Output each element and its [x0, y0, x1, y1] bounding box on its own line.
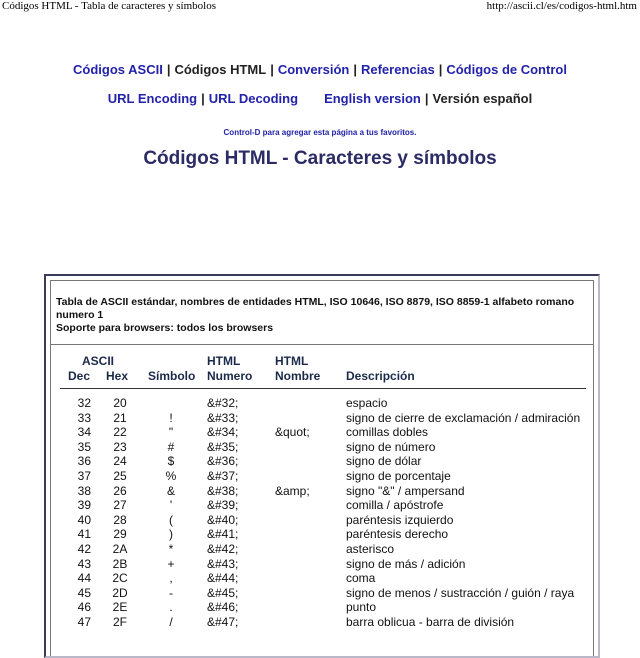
cell-html-number: &#45;	[207, 585, 239, 600]
cell-symbol: ,	[169, 571, 173, 586]
table-row	[46, 513, 598, 528]
cell-hex: 2B	[112, 556, 128, 571]
cell-html-number: &#36;	[207, 454, 239, 469]
cell-hex: 29	[113, 527, 127, 542]
header-dec: Dec	[68, 369, 91, 383]
cell-html-number: &#33;	[207, 410, 239, 425]
table-row	[46, 411, 598, 426]
cell-dec: 41	[77, 527, 91, 542]
table-row	[46, 454, 598, 469]
secondary-nav	[0, 91, 640, 106]
nav-separator: |	[424, 91, 429, 106]
cell-dec: 47	[77, 615, 91, 629]
cell-description: signo de porcentaje	[346, 469, 451, 483]
cell-dec: 33	[77, 410, 91, 425]
cell-hex: 27	[113, 498, 127, 513]
primary-nav	[0, 62, 640, 77]
nav-link-control-codes[interactable]: Códigos de Control	[446, 62, 567, 77]
favorites-note: Control-D para agregar esta página a tus favoritos.	[223, 128, 417, 137]
table-row	[46, 600, 598, 615]
cell-dec: 36	[77, 454, 91, 469]
table-row	[46, 498, 598, 513]
cell-dec: 37	[77, 469, 91, 483]
cell-dec: 42	[77, 542, 91, 556]
cell-html-name: &amp;	[275, 483, 310, 498]
cell-hex: 2E	[112, 600, 128, 615]
cell-hex: 24	[113, 454, 127, 469]
cell-description: asterisco	[346, 542, 395, 556]
nav-separator: |	[270, 62, 274, 77]
cell-description: coma	[346, 571, 376, 586]
cell-symbol: '	[169, 498, 173, 513]
nav-link-conversion[interactable]: Conversión	[277, 62, 350, 77]
nav-item-html-codes-current: Códigos HTML	[174, 62, 267, 77]
cell-symbol: .	[169, 600, 173, 615]
cell-symbol: -	[169, 585, 173, 600]
header-nombre: Nombre	[275, 369, 321, 383]
cell-dec: 43	[77, 556, 91, 571]
cell-html-number: &#40;	[207, 512, 239, 527]
header-numero: Numero	[207, 369, 253, 383]
cell-dec: 38	[77, 483, 91, 498]
cell-symbol: *	[168, 542, 174, 556]
cell-hex: 26	[113, 483, 127, 498]
table-caption	[56, 296, 586, 335]
cell-description: signo de dólar	[346, 454, 422, 469]
cell-description: paréntesis izquierdo	[346, 512, 454, 527]
cell-hex: 21	[113, 410, 127, 425]
cell-html-name: &quot;	[275, 425, 310, 440]
cell-html-number: &#34;	[207, 425, 239, 440]
browser-url: http://ascii.cl/es/codigos-html.htm	[486, 0, 637, 12]
cell-dec: 40	[77, 512, 91, 527]
caption-divider	[50, 344, 594, 345]
cell-description: comilla / apóstrofe	[346, 498, 444, 513]
cell-dec: 39	[77, 498, 91, 513]
cell-html-number: &#43;	[207, 556, 239, 571]
table-row	[46, 527, 598, 542]
cell-html-number: &#35;	[207, 439, 239, 454]
cell-description: signo de cierre de exclamación / admiración	[346, 410, 581, 425]
table-caption-standards: Tabla de ASCII estándar, nombres de entidades HTML, ISO 10646, ISO 8879, ISO 8859-1 alfabeto romano numero 1	[56, 296, 575, 321]
cell-hex: 2C	[112, 571, 128, 586]
nav-separator: |	[201, 91, 205, 106]
table-row	[46, 542, 598, 557]
header-hex: Hex	[106, 369, 129, 383]
cell-description: signo de menos / sustracción / guión / raya	[346, 585, 575, 600]
table-row	[46, 440, 598, 455]
cell-description: punto	[346, 600, 377, 615]
cell-html-number: &#47;	[207, 615, 239, 629]
cell-dec: 44	[77, 571, 91, 586]
cell-dec: 45	[77, 585, 91, 600]
cell-html-number: &#46;	[207, 600, 239, 615]
cell-description: espacio	[346, 396, 388, 410]
cell-hex: 20	[113, 396, 127, 410]
table-row	[46, 396, 598, 411]
print-header	[0, 0, 640, 14]
cell-symbol: #	[167, 439, 175, 454]
table-caption-browser-support: Soporte para browsers: todos los browsers	[56, 322, 274, 334]
cell-html-number: &#39;	[207, 498, 239, 513]
cell-html-number: &#42;	[207, 542, 239, 556]
table-row	[46, 469, 598, 484]
cell-description: signo de más / adición	[346, 556, 466, 571]
cell-dec: 32	[77, 396, 91, 410]
cell-description: paréntesis derecho	[346, 527, 449, 542]
cell-symbol: !	[169, 410, 173, 425]
cell-symbol: %	[165, 469, 177, 483]
header-underline	[60, 388, 586, 389]
cell-symbol: "	[168, 425, 174, 440]
header-ascii: ASCII	[82, 354, 115, 368]
cell-html-number: &#37;	[207, 469, 239, 483]
header-html-nombre-top: HTML	[275, 354, 309, 368]
table-row	[46, 586, 598, 601]
table-row	[46, 484, 598, 499]
cell-hex: 22	[113, 425, 127, 440]
cell-html-number: &#44;	[207, 571, 239, 586]
nav-link-url-encoding[interactable]: URL Encoding	[107, 91, 198, 106]
cell-description: signo de número	[346, 439, 436, 454]
cell-hex: 2A	[112, 542, 128, 556]
cell-dec: 35	[77, 439, 91, 454]
cell-hex: 28	[113, 512, 127, 527]
cell-hex: 2D	[112, 585, 128, 600]
table-row	[46, 571, 598, 586]
table-header-row-1	[46, 354, 598, 369]
cell-symbol: +	[167, 556, 175, 571]
html-codes-table	[44, 274, 600, 658]
cell-html-number: &#32;	[207, 396, 239, 410]
header-html-numero-top: HTML	[207, 354, 241, 368]
cell-symbol: &	[166, 483, 175, 498]
table-row	[46, 425, 598, 440]
browser-page-title: Códigos HTML - Tabla de caracteres y símbolos	[2, 0, 216, 12]
nav-separator: |	[353, 62, 357, 77]
cell-symbol: (	[169, 512, 173, 527]
header-symbol: Símbolo	[148, 369, 196, 383]
table-row	[46, 557, 598, 572]
cell-dec: 46	[77, 600, 91, 615]
header-description: Descripción	[346, 369, 415, 383]
nav-separator: |	[438, 62, 443, 77]
nav-link-ascii-codes[interactable]: Códigos ASCII	[73, 62, 163, 77]
table-header-row-2	[46, 369, 598, 384]
cell-html-number: &#38;	[207, 483, 239, 498]
nav-link-english-version[interactable]: English version	[324, 91, 421, 106]
nav-item-spanish-version-current: Versión español	[432, 91, 533, 106]
cell-symbol: /	[169, 615, 173, 629]
cell-description: barra oblicua - barra de división	[346, 615, 515, 629]
page-title: Códigos HTML - Caracteres y símbolos	[143, 148, 497, 169]
cell-symbol: )	[169, 527, 173, 542]
cell-hex: 23	[113, 439, 127, 454]
table-row	[46, 615, 598, 630]
cell-description: signo "&" / ampersand	[346, 483, 465, 498]
nav-link-url-decoding[interactable]: URL Decoding	[208, 91, 299, 106]
cell-hex: 2F	[112, 615, 127, 629]
cell-html-number: &#41;	[207, 527, 239, 542]
cell-symbol: $	[167, 454, 175, 469]
cell-hex: 25	[113, 469, 127, 483]
cell-description: comillas dobles	[346, 425, 429, 440]
nav-separator: |	[166, 62, 171, 77]
cell-dec: 34	[77, 425, 91, 440]
nav-link-references[interactable]: Referencias	[360, 62, 435, 77]
